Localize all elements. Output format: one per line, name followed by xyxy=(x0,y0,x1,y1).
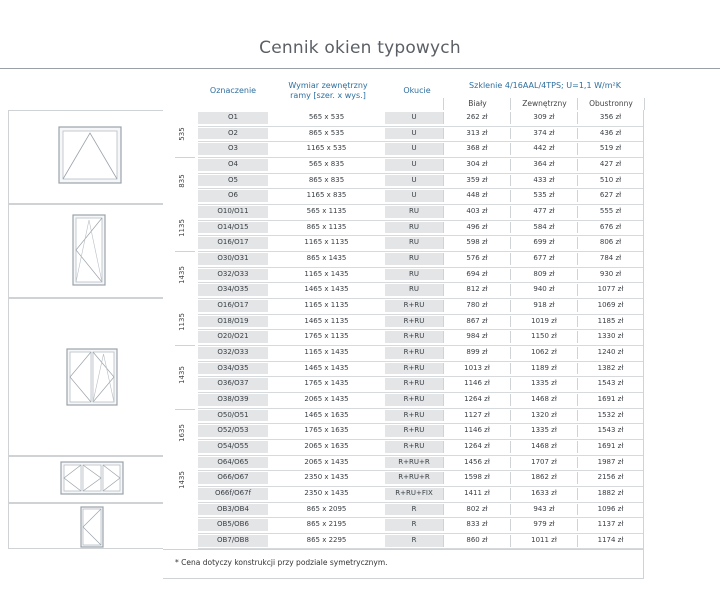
row-divider xyxy=(198,408,643,409)
cell-price-zewnetrzny: 1335 zł xyxy=(510,378,577,390)
header-wymiar: Wymiar zewnętrzny ramy [szer. x wys.] xyxy=(288,81,368,100)
cell-price-obustronny: 519 zł xyxy=(577,143,643,155)
cell-okucie: R+RU xyxy=(385,378,443,390)
cell-wymiar: 1765 x 1135 xyxy=(268,331,385,343)
cell-price-obustronny: 627 zł xyxy=(577,190,643,202)
cell-price-bialy: 1411 zł xyxy=(443,488,510,500)
cell-wymiar: 1165 x 1435 xyxy=(268,269,385,281)
cell-okucie: R xyxy=(385,519,443,531)
cell-wymiar: 1765 x 1435 xyxy=(268,378,385,390)
window-triple-icon xyxy=(60,461,124,495)
cell-okucie: R xyxy=(385,504,443,516)
cell-wymiar: 1165 x 1435 xyxy=(268,347,385,359)
cell-price-obustronny: 436 zł xyxy=(577,128,643,140)
cell-price-zewnetrzny: 809 zł xyxy=(510,269,577,281)
cell-price-bialy: 576 zł xyxy=(443,253,510,265)
cell-oznaczenie: O1 xyxy=(198,112,268,124)
cell-oznaczenie: O52/O53 xyxy=(198,425,268,437)
cell-wymiar: 2065 x 1435 xyxy=(268,457,385,469)
cell-okucie: U xyxy=(385,159,443,171)
cell-price-obustronny: 1543 zł xyxy=(577,378,643,390)
cell-price-bialy: 1456 zł xyxy=(443,457,510,469)
row-divider xyxy=(198,267,643,268)
row-divider xyxy=(198,282,643,283)
cell-okucie: U xyxy=(385,112,443,124)
cell-price-obustronny: 806 zł xyxy=(577,237,643,249)
table-right-border xyxy=(643,110,644,579)
cell-wymiar: 865 x 2095 xyxy=(268,504,385,516)
row-divider xyxy=(198,188,643,189)
cell-okucie: R+RU xyxy=(385,441,443,453)
window-tilt-turn-icon xyxy=(72,214,106,286)
cell-okucie: R+RU xyxy=(385,316,443,328)
height-separator xyxy=(175,409,195,410)
cell-okucie: R+RU xyxy=(385,410,443,422)
height-label: 1135 xyxy=(178,313,186,331)
cell-okucie: RU xyxy=(385,206,443,218)
cell-price-bialy: 598 zł xyxy=(443,237,510,249)
cell-price-obustronny: 1691 zł xyxy=(577,441,643,453)
cell-price-zewnetrzny: 943 zł xyxy=(510,504,577,516)
cell-price-bialy: 262 zł xyxy=(443,112,510,124)
cell-wymiar: 865 x 1435 xyxy=(268,253,385,265)
row-divider xyxy=(198,204,643,205)
cell-wymiar: 565 x 1135 xyxy=(268,206,385,218)
row-divider xyxy=(198,502,643,503)
cell-price-bialy: 984 zł xyxy=(443,331,510,343)
cell-price-zewnetrzny: 1019 zł xyxy=(510,316,577,328)
cell-price-zewnetrzny: 477 zł xyxy=(510,206,577,218)
cell-oznaczenie: O50/O51 xyxy=(198,410,268,422)
height-label: 1435 xyxy=(178,366,186,384)
cell-price-bialy: 899 zł xyxy=(443,347,510,359)
cell-wymiar: 1165 x 835 xyxy=(268,190,385,202)
cell-price-zewnetrzny: 1062 zł xyxy=(510,347,577,359)
cell-price-obustronny: 1543 zł xyxy=(577,425,643,437)
cell-price-zewnetrzny: 1468 zł xyxy=(510,441,577,453)
cell-price-zewnetrzny: 364 zł xyxy=(510,159,577,171)
cell-price-bialy: 1013 zł xyxy=(443,363,510,375)
row-divider xyxy=(198,439,643,440)
cell-wymiar: 1765 x 1635 xyxy=(268,425,385,437)
cell-oznaczenie: O34/O35 xyxy=(198,284,268,296)
cell-price-zewnetrzny: 1189 zł xyxy=(510,363,577,375)
header-zewnetrzny: Zewnętrzny xyxy=(510,98,578,110)
row-divider xyxy=(198,486,643,487)
row-divider xyxy=(198,126,643,127)
cell-wymiar: 2065 x 1635 xyxy=(268,441,385,453)
cell-price-zewnetrzny: 309 zł xyxy=(510,112,577,124)
height-label: 1435 xyxy=(178,266,186,284)
cell-oznaczenie: O20/O21 xyxy=(198,331,268,343)
cell-price-bialy: 359 zł xyxy=(443,175,510,187)
cell-price-zewnetrzny: 1011 zł xyxy=(510,535,577,547)
cell-price-zewnetrzny: 918 zł xyxy=(510,300,577,312)
row-divider xyxy=(198,345,643,346)
cell-wymiar: 865 x 835 xyxy=(268,175,385,187)
cell-oznaczenie: O5 xyxy=(198,175,268,187)
cell-oznaczenie: O4 xyxy=(198,159,268,171)
row-divider xyxy=(198,329,643,330)
cell-oznaczenie: O6 xyxy=(198,190,268,202)
cell-price-zewnetrzny: 1633 zł xyxy=(510,488,577,500)
cell-price-obustronny: 1330 zł xyxy=(577,331,643,343)
cell-oznaczenie: O36/O37 xyxy=(198,378,268,390)
cell-price-bialy: 1264 zł xyxy=(443,394,510,406)
cell-price-bialy: 802 zł xyxy=(443,504,510,516)
cell-oznaczenie: O54/O55 xyxy=(198,441,268,453)
cell-price-obustronny: 510 zł xyxy=(577,175,643,187)
cell-price-obustronny: 1096 zł xyxy=(577,504,643,516)
cell-price-bialy: 1598 zł xyxy=(443,472,510,484)
cell-wymiar: 2350 x 1435 xyxy=(268,472,385,484)
cell-price-zewnetrzny: 940 zł xyxy=(510,284,577,296)
cell-price-bialy: 694 zł xyxy=(443,269,510,281)
cell-price-bialy: 833 zł xyxy=(443,519,510,531)
row-divider xyxy=(198,470,643,471)
cell-price-obustronny: 1174 zł xyxy=(577,535,643,547)
cell-wymiar: 1165 x 1135 xyxy=(268,300,385,312)
cell-price-obustronny: 930 zł xyxy=(577,269,643,281)
height-separator xyxy=(175,345,195,346)
row-divider xyxy=(198,376,643,377)
cell-okucie: R+RU xyxy=(385,363,443,375)
cell-wymiar: 1465 x 1135 xyxy=(268,316,385,328)
cell-wymiar: 1165 x 1135 xyxy=(268,237,385,249)
cell-oznaczenie: OB7/OB8 xyxy=(198,535,268,547)
cell-oznaczenie: O30/O31 xyxy=(198,253,268,265)
cell-oznaczenie: O18/O19 xyxy=(198,316,268,328)
cell-okucie: U xyxy=(385,175,443,187)
cell-wymiar: 865 x 2295 xyxy=(268,535,385,547)
row-divider xyxy=(198,220,643,221)
cell-price-zewnetrzny: 374 zł xyxy=(510,128,577,140)
cell-price-obustronny: 1137 zł xyxy=(577,519,643,531)
cell-price-bialy: 1146 zł xyxy=(443,378,510,390)
row-divider xyxy=(198,251,643,252)
cell-price-zewnetrzny: 979 zł xyxy=(510,519,577,531)
title-divider xyxy=(0,68,720,69)
cell-okucie: R+RU+R xyxy=(385,472,443,484)
cell-oznaczenie: O16/O17 xyxy=(198,237,268,249)
window-double-icon xyxy=(66,348,118,406)
cell-price-zewnetrzny: 1707 zł xyxy=(510,457,577,469)
window-tilt-icon xyxy=(58,126,122,184)
cell-wymiar: 865 x 2195 xyxy=(268,519,385,531)
row-divider xyxy=(198,173,643,174)
height-label: 835 xyxy=(178,174,186,188)
row-divider xyxy=(198,423,643,424)
cell-okucie: R+RU+R xyxy=(385,457,443,469)
cell-price-obustronny: 1185 zł xyxy=(577,316,643,328)
height-label: 535 xyxy=(178,127,186,141)
cell-price-bialy: 812 zł xyxy=(443,284,510,296)
row-divider xyxy=(198,157,643,158)
cell-oznaczenie: O66/O67 xyxy=(198,472,268,484)
cell-oznaczenie: OB3/OB4 xyxy=(198,504,268,516)
cell-wymiar: 2350 x 1435 xyxy=(268,488,385,500)
cell-price-zewnetrzny: 677 zł xyxy=(510,253,577,265)
cell-price-zewnetrzny: 433 zł xyxy=(510,175,577,187)
cell-price-obustronny: 1532 zł xyxy=(577,410,643,422)
cell-price-bialy: 780 zł xyxy=(443,300,510,312)
cell-oznaczenie: O32/O33 xyxy=(198,347,268,359)
cell-price-zewnetrzny: 1468 zł xyxy=(510,394,577,406)
cell-oznaczenie: O66f/O67f xyxy=(198,488,268,500)
cell-price-obustronny: 427 zł xyxy=(577,159,643,171)
cell-price-zewnetrzny: 1862 zł xyxy=(510,472,577,484)
cell-oznaczenie: OB5/OB6 xyxy=(198,519,268,531)
cell-price-bialy: 304 zł xyxy=(443,159,510,171)
cell-price-obustronny: 356 zł xyxy=(577,112,643,124)
cell-okucie: U xyxy=(385,143,443,155)
header-bialy: Biały xyxy=(443,98,511,110)
row-divider xyxy=(198,392,643,393)
cell-price-obustronny: 555 zł xyxy=(577,206,643,218)
cell-oznaczenie: O34/O35 xyxy=(198,363,268,375)
cell-price-obustronny: 1069 zł xyxy=(577,300,643,312)
cell-oznaczenie: O3 xyxy=(198,143,268,155)
cell-price-zewnetrzny: 1320 zł xyxy=(510,410,577,422)
cell-okucie: R+RU xyxy=(385,425,443,437)
cell-price-obustronny: 1987 zł xyxy=(577,457,643,469)
cell-okucie: R xyxy=(385,535,443,547)
cell-price-bialy: 403 zł xyxy=(443,206,510,218)
height-separator xyxy=(175,157,195,158)
cell-wymiar: 565 x 535 xyxy=(268,112,385,124)
cell-price-obustronny: 1077 zł xyxy=(577,284,643,296)
cell-oznaczenie: O38/O39 xyxy=(198,394,268,406)
cell-okucie: RU xyxy=(385,284,443,296)
cell-price-zewnetrzny: 1150 zł xyxy=(510,331,577,343)
cell-price-zewnetrzny: 1335 zł xyxy=(510,425,577,437)
cell-price-obustronny: 784 zł xyxy=(577,253,643,265)
cell-price-obustronny: 676 zł xyxy=(577,222,643,234)
cell-okucie: RU xyxy=(385,222,443,234)
cell-price-bialy: 860 zł xyxy=(443,535,510,547)
cell-wymiar: 865 x 1135 xyxy=(268,222,385,234)
cell-price-zewnetrzny: 699 zł xyxy=(510,237,577,249)
cell-okucie: R+RU xyxy=(385,300,443,312)
cell-wymiar: 865 x 535 xyxy=(268,128,385,140)
cell-oznaczenie: O2 xyxy=(198,128,268,140)
cell-price-obustronny: 1382 zł xyxy=(577,363,643,375)
cell-oznaczenie: O64/O65 xyxy=(198,457,268,469)
row-divider xyxy=(198,141,643,142)
cell-price-zewnetrzny: 584 zł xyxy=(510,222,577,234)
cell-wymiar: 2065 x 1435 xyxy=(268,394,385,406)
row-divider xyxy=(198,455,643,456)
cell-price-bialy: 368 zł xyxy=(443,143,510,155)
cell-wymiar: 565 x 835 xyxy=(268,159,385,171)
cell-wymiar: 1465 x 1435 xyxy=(268,284,385,296)
cell-price-bialy: 1146 zł xyxy=(443,425,510,437)
cell-okucie: R+RU xyxy=(385,394,443,406)
cell-wymiar: 1465 x 1435 xyxy=(268,363,385,375)
row-divider xyxy=(198,517,643,518)
row-divider xyxy=(198,298,643,299)
cell-oznaczenie: O10/O11 xyxy=(198,206,268,218)
header-oznaczenie: Oznaczenie xyxy=(209,86,257,95)
height-label: 1435 xyxy=(178,471,186,489)
cell-price-zewnetrzny: 442 zł xyxy=(510,143,577,155)
cell-okucie: RU xyxy=(385,253,443,265)
cell-oznaczenie: O32/O33 xyxy=(198,269,268,281)
height-separator xyxy=(175,251,195,252)
cell-wymiar: 1465 x 1635 xyxy=(268,410,385,422)
cell-price-bialy: 448 zł xyxy=(443,190,510,202)
page-title: Cennik okien typowych xyxy=(259,38,461,58)
cell-oznaczenie: O14/O15 xyxy=(198,222,268,234)
cell-price-bialy: 867 zł xyxy=(443,316,510,328)
cell-price-bialy: 313 zł xyxy=(443,128,510,140)
balcony-door-icon xyxy=(80,506,104,548)
cell-price-bialy: 496 zł xyxy=(443,222,510,234)
height-label: 1635 xyxy=(178,424,186,442)
header-obustronny: Obustronny xyxy=(577,98,645,110)
cell-wymiar: 1165 x 535 xyxy=(268,143,385,155)
row-divider xyxy=(198,533,643,534)
cell-okucie: R+RU xyxy=(385,347,443,359)
row-divider xyxy=(198,314,643,315)
cell-oznaczenie: O16/O17 xyxy=(198,300,268,312)
header-szklenie: Szklenie 4/16AAL/4TPS; U=1,1 W/m²K xyxy=(469,81,621,90)
cell-price-obustronny: 1882 zł xyxy=(577,488,643,500)
row-divider xyxy=(198,361,643,362)
cell-price-zewnetrzny: 535 zł xyxy=(510,190,577,202)
cell-okucie: R+RU xyxy=(385,331,443,343)
cell-price-obustronny: 2156 zł xyxy=(577,472,643,484)
cell-price-bialy: 1264 zł xyxy=(443,441,510,453)
row-divider xyxy=(198,235,643,236)
cell-okucie: U xyxy=(385,190,443,202)
cell-price-obustronny: 1240 zł xyxy=(577,347,643,359)
cell-price-bialy: 1127 zł xyxy=(443,410,510,422)
footnote: * Cena dotyczy konstrukcji przy podziale symetrycznym. xyxy=(175,558,388,567)
cell-price-obustronny: 1691 zł xyxy=(577,394,643,406)
cell-okucie: RU xyxy=(385,237,443,249)
height-label: 1135 xyxy=(178,219,186,237)
cell-okucie: R+RU+FIX xyxy=(385,488,443,500)
cell-okucie: U xyxy=(385,128,443,140)
header-okucie: Okucie xyxy=(403,86,431,95)
cell-okucie: RU xyxy=(385,269,443,281)
